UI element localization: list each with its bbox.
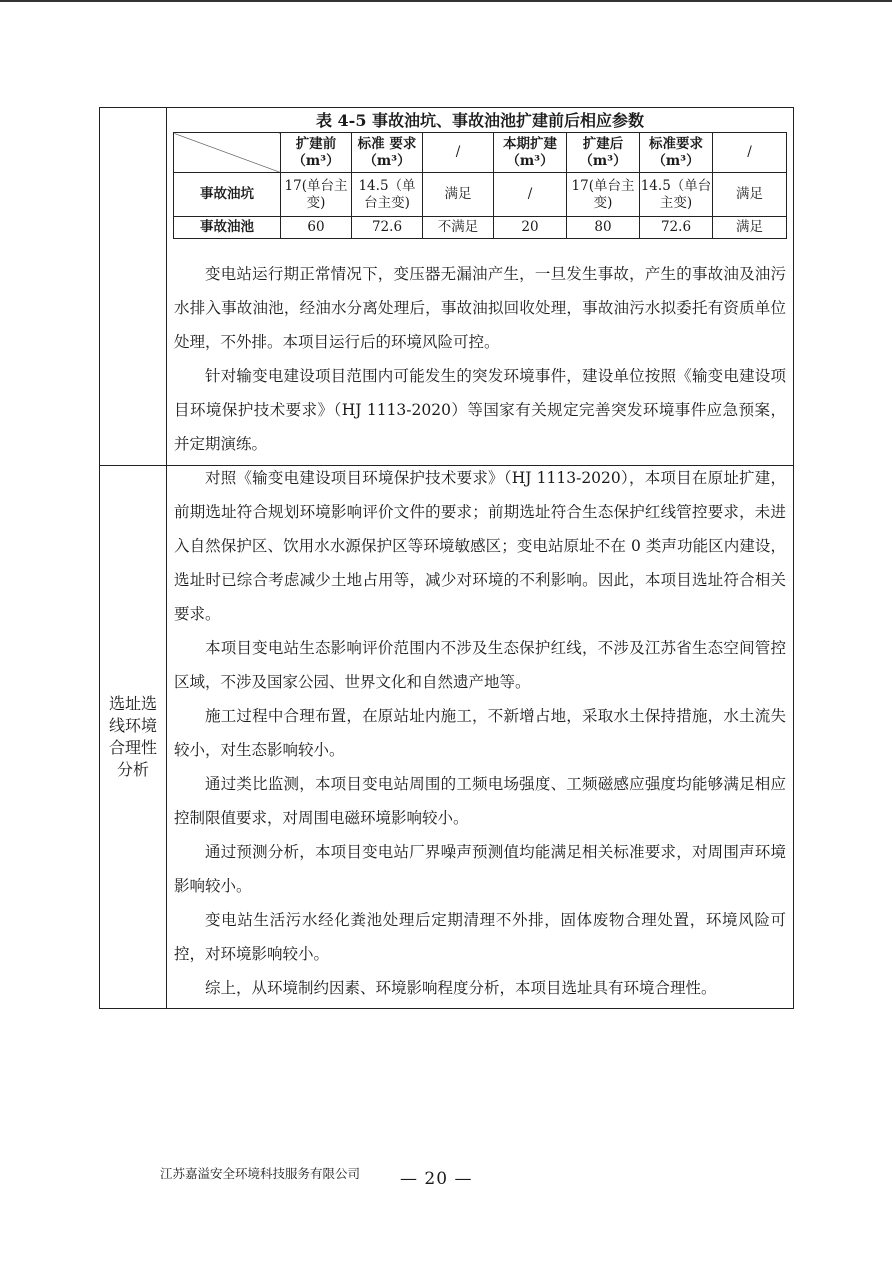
table-row: [174, 217, 787, 239]
header-cell: 标准要求（m³）: [640, 133, 713, 173]
page-number: — 20 —: [400, 1169, 473, 1189]
section-label: 选址选线环境合理性分析: [108, 694, 157, 779]
header-cell: /: [713, 133, 787, 173]
body-paragraph: 通过类比监测，本项目变电站周围的工频电场强度、工频磁感应强度均能够满足相应控制限值要求，对周围电磁环境影响较小。: [174, 775, 786, 827]
table-cell: 17(单台主变): [567, 173, 640, 217]
header-cell: 本期扩建（m³）: [494, 133, 567, 173]
table-cell: 72.6: [352, 217, 423, 239]
top-rule: [0, 0, 892, 2]
body-paragraph: 变电站运行期正常情况下，变压器无漏油产生，一旦发生事故，产生的事故油及油污水排入事故油池，经油水分离处理后，事故油拟回收处理，事故油污水拟委托有资质单位处理，不外排。本项目运行后的环境风险可控。: [174, 265, 786, 351]
table-cell: 满足: [713, 217, 787, 239]
table-cell: 17(单台主变): [281, 173, 352, 217]
body-paragraph: 施工过程中合理布置，在原站址内施工，不新增占地，采取水土保持措施，水土流失较小，对生态影响较小。: [174, 707, 786, 759]
table-cell: 不满足: [423, 217, 494, 239]
header-cell: 标准 要求（m³）: [352, 133, 423, 173]
table-cell: 80: [567, 217, 640, 239]
column-divider: [166, 108, 167, 1008]
body-paragraph: 针对输变电建设项目范围内可能发生的突发环境事件，建设单位按照《输变电建设项目环境保护技术要求》（HJ 1113-2020）等国家有关规定完善突发环境事件应急预案，并定期演练。: [174, 367, 786, 453]
footer-company: 江苏嘉溢安全环境科技服务有限公司: [160, 1166, 361, 1181]
header-cell: 扩建前（m³）: [281, 133, 352, 173]
table-cell: 14.5（单台主变): [640, 173, 713, 217]
body-paragraph: 对照《输变电建设项目环境保护技术要求》（HJ 1113-2020），本项目在原址扩建，前期选址符合规划环境影响评价文件的要求；前期选址符合生态保护红线管控要求，未进入自然保护区、饮用水水源保护区等环境敏感区；变电站原址不在 0 类声功能区内建设，选址时已综合考虑减少土地占用等，减少对环境的不利影响。因此，本项目选址符合相关要求。: [174, 469, 786, 623]
form-table-outer: [99, 107, 794, 1009]
section-label-cell: [100, 466, 166, 1008]
table-title: 表 4-5 事故油坑、事故油池扩建前后相应参数: [315, 111, 645, 130]
body-paragraph: 变电站生活污水经化粪池处理后定期清理不外排，固体废物合理处置，环境风险可控，对环境影响较小。: [174, 911, 786, 963]
table-cell: 满足: [423, 173, 494, 217]
body-paragraph: 本项目变电站生态影响评价范围内不涉及生态保护红线，不涉及江苏省生态空间管控区域，不涉及国家公园、世界文化和自然遗产地等。: [174, 639, 786, 691]
body-paragraph: 综上，从环境制约因素、环境影响程度分析，本项目选址具有环境合理性。: [205, 979, 717, 997]
header-cell: /: [423, 133, 494, 173]
table-row: [174, 173, 787, 217]
table-cell: /: [494, 173, 567, 217]
table-header-row: [174, 133, 787, 173]
table-cell: 14.5（单台主变): [352, 173, 423, 217]
table-cell: 20: [494, 217, 567, 239]
body-paragraph: 通过预测分析，本项目变电站厂界噪声预测值均能满足相关标准要求，对周围声环境影响较小。: [174, 843, 786, 895]
table-cell: 满足: [713, 173, 787, 217]
parameter-table: [173, 132, 787, 239]
row-label: 事故油池: [174, 217, 281, 239]
table-cell: 72.6: [640, 217, 713, 239]
table-cell: 60: [281, 217, 352, 239]
header-cell: 扩建后（m³）: [567, 133, 640, 173]
diagonal-header-cell: [174, 133, 281, 173]
row-label: 事故油坑: [174, 173, 281, 217]
